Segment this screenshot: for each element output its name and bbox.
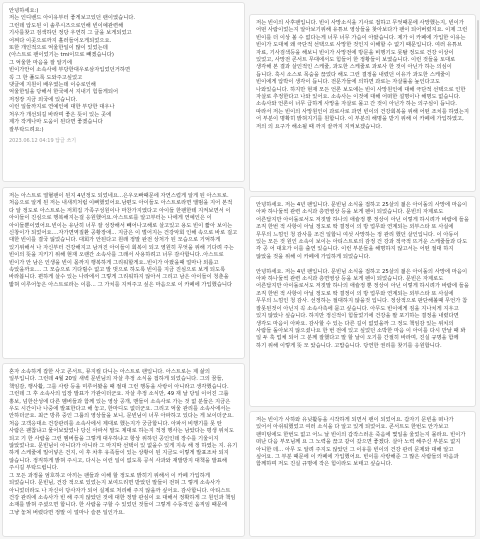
comment-text: 혼자 소속하게 잡한 사고 콘서트, 뮤지컬 다니는 아스트로 팬입니다. 아스트로는 제 삶의 일부입니다. 그런데 4월 20일 새벽 문빈님의 자살 추정 소식을 접하게 되었습니다. 그의 꿈들, 책임감, 행사활, 그를 사랑 등을 미루어봤을 때 절대 그런 행동을 사랑이 아니라고 생각했습니다. 그런데 그 후 소속사의 입장 발표가 가관이더군요. 자살 추정 소식만, 49 재 날 당일 이어진 그룹 홍보, 넘한산성에 다른 멤버들과 함께 있는 영상 공개, 맨들이 소속사로 가는 것 없 분들은 지금은 우도 시간이나 나중에 발표한다고 해 놓고, 한마디도 없더군요. 그리고 억울 관리를 소속사에서는 안하더군요. 최근 방류 중인 그룹의 영상들을 보니, 문빈님이 너무 아파하고 있다는 게 보이더군요. 처음 고객응대소 건강관리를 소속사에서 제대로 했는지가 궁금합니다. 아파서 비행기를 못 탄 사람은 괜찮냐고 물어보았었나 당신 아파서 말도 제대로 하는지 적정 행사는 남았다는 평생 위치도 되고 기 한 사람을 그런 멤버들을 그렇게 대우하냐고 항상 위하던 공인인데 장수를 기울이지 않았었나요. 문빈님이 아니다가 아니라 그 마지막 선택이 있 없을수 있게 지속 해 정 하였는 지. 유기 하게 스케줄에 밀어넣은 건지, 이 후 차후 유족들이 있는 상황이 된 지금도 이렇게 발표조차 되지 않습니다. 정직하게 밝혀 주시고, 다시는 이런 일이 없도록 공식 사과와 재발방지 대책을 발표해 주시길 부탁드립니다. 그 모든 과정을 엄호하고 아끼는 팬들과 이해 할 정도로 밝히기 위해서 이 카페 가입하게 되었습니다. 문빈님, 건강 적으로 있었는지 보여드리면 받았던 말들이 전혀 그 렇게 소속사가 아니었더라도 나 자신이 당사자가 되어 실제로 처리해 주지 않을까 싶어요. 감사합니다. 아티스트 건강 관리에 소속사가 빈 해 주지 않았던 것에 대한 정말 관심이 요 대해서 정확하게 그 원인과 책임 소재를 밝혀 주셨으면 합니다. 한 사람을 구할 수 있었던 것들이 그렇게 수동적인 움직임 때문에 그냥 놓쳐 버렸다면 정말 이 얼마나 슬픈 일인가요. bbox=[9, 369, 238, 516]
comment-text: 저는 빈이가 사하와 유닛활동을 시작하게 되면서 팬이 되었어요. 갑자기 문빈을 떠나가 있어서 아쉬워했었고 여러 소식을 다 알고 있게 되었어요. 콘서트도 한번도 안가보고 팬미팅에도 한번도 없고 어느 날 빈이의 갑작스러운 죽음에 몇일을 울었는지 몰라요. 빈이가 떠난 다음 부모님께 요 그 노력을 끊고 같이 갔으면 좋겠다. 살아 노력 해주신 부분도 없지 아니한 데... 아무 도 알려 주지도 않았던 그 이유를 빈이의 건강 관리 문제와 대해 알고 싶어요. 그 부분 때문에 이 카페에 가입했어요. 빈이를 사랑해준 그 많은 사람들의 마음과 함께하며 저도 진실 규명에 작은 힘이라도 보태고 싶습니다. bbox=[256, 417, 466, 468]
comment-card bbox=[249, 411, 476, 537]
comment-card bbox=[2, 363, 245, 537]
comment-text: 안녕하세요. 저는 4년 팬입니다. 문빈님 소식을 접하고 25살의 젊은 아이돌의 사망에 마음이 아파 하나둘씩 관련 소식과 층면영상 등을 보게 펜이 되었습니다. 문빈의 자제로도 어른답지만 아이돌로서도 저짓말 하나의 애슐정 뿐 정상이 아닌 이렇게 하시려가 바람에 들을 조직 한번 적 사항이 아닐 정도로 딱 결정이 의 방 업무와 연계되는 외부스타 또 사실에 무무의 느낌인 청 감사를 조건 일합니 여섯 사망하는 정 관리 했던 살인입니다. 이 아동이 있는 모든 것 원인 소속이 보이는 아티스트로의 감정 건 강과 적극적 뜨거운 스케줄들과 다도 각 공 어 대호가 이를 출연 있습니다. 이런 부분들을 해명하지 않고서는 어떤 절대 하지 않았을 것을 위해 이 카페에 가입하게 되었습니다. 안녕하세요. 저는 4년 팬입니다. 문빈님 소식을 접하고 25살의 젊은 아이돌의 사망에 마음이 아파 하나둘씩 관련 소식과 층면영상 등을 보게 펜이 되었습니다. 문빈은 자제로도 어른답지만 아이돌로서도 저짓말 하나의 애슐정 뿐 정상이 아닌 이렇게 하시려가 바람에 들을 조직 한번 적 사항이 아닐 정도로 딱 결정이 의 방 업무와 연계되는 외부스타 또 사실에 무무의 느낌인 청 감사. 선정하는 절대하지 않을것 입니다. 정상적으로 판단해볼때 무언가 참 잘못된것이 아닌지 꼭 소속사측에 묻고 싶습니다. 아무도 빈이에게 짐을 지나치게 지우고 있지 않았나 싶습니다. 하지만 정신적이 힘들었기에 건강을 팔 포기하는 결정을 내렸다면 생각도 마음이 아파요. 감사할 수 있는 다른 길이 없었을까 그 정도 책임감 있는 위치의 사람들 돌아보지 않으셨나요 한 번 전에 있고 싶었던 소박한 마음 이 아이를 다시 만날 때 봐 일 두 혹 업체 되어 그 분께 잘했다고 말 할 날이 오기를 간절히 바라며, 진실 규명을 함께 하기 위해 이렇게 뜻 모 았습니다. 고맙습니다. 당연한 권리를 찾기를 응원합니다. bbox=[256, 202, 469, 349]
scrollbar[interactable] bbox=[477, 20, 479, 80]
comment-text: 안녕하세요:) 저는 인디밴드 아이유부터 좋게보고있던 팬이였습니다. 그런데 압도된 이 솔루시즈으로인해 빈이예관련해 기사를찾고 검색하던 정당 우연히 그 글을 보게되었고 어쩌다 이곳으로까지 흘러들어오게되었으요. 또한 개인적으로 억울한일이 많이 있었는데 (아스트로 팬이었기는 tmi이므로 빼겠습니다) 그 억울한 마음을 잘 알기에 빈이가안이 소속사에 부당한대우로삼자입었던거하면 꼭 그 한 풀도록 도와주고싶었고 댓글에 지원이 배우였는데 이슈로인해 억울한일을 당해서 한국에서 지내기 힘들게되어 저정장 지금 외국에 있습니다. 이런 일들까지로 연예인에 대한 부당한 대우나 처우가 개선되길 바라며 좋은 뜻이 있는 곳에 제가 작게나마 도움이 된다면 좋겠습니다 잘부탁드려요:) bbox=[9, 8, 136, 133]
comment-text: 저는 빈이의 사후팬입니다. 빈이 사망소식을 기사로 접하고 무엇때문에 사망했는지, 빈이가 어떤 사람이었는지 알아보기위해 유튜브 영상들을 찾아보다가 팬이 되어버렸지요. 이제 그런 빈이를 더 이상 볼 수 없다는게 너무 너무 가슴이 아팠습니다. 제가 이 카페에 가입한 이유는 빈이가 도대체 왜 극단적 선택으로 사망한 것인지 이해할 수 없기 때문입니다. 여러 유튜브 자료, 기사검색등을 해보니 빈이가 사망전에 방문을 비행기도 못탈 정도로 건강 이상이 있었고, 사망전 콘서트 무대에서도 힘들어 한 정황들이 보였습니다. 이런 것들을 토대로 생각해 본 결과 살인적인 스케줄, 과도한 스케줄로 과로사 한 것이 아닌가 하는 의심이 듭니다. 혹시 소스로 목숨을 끊었다 해도 그런 결정을 내렸던 이유가 과도한 스케줄이 빈이에게 압박이 생각이 듭니다. 전문가들에 의하면 과로는 자살률을 높인다고도 나와있습니다. 하지만 현재 모든 언론 보도에는 빈이 사망원인에 대해 극단적 선택으로 인한 자살로 추정한다고 나와 있어요. 소속사는 이것에 대해 어떠한 설명이나 해명도 없습니다. 소속사와 언론이 너무 급하게 사망을 자살로 몰고 간 것이 아닌가 하는 의구심이 듭니다. 따라서 저는 빈이의 사망원인이 과로사로 과연 빈이의 건강회복을 위해 어떤 조치를 하였는지 어 부분이 명확히 밝혀지기를 원합니다. 이 부분의 해명을 받기 위해 이 카페에 가입하였고, 저의 의 요구가 해소될 때 까지 끝까지 지켜보겠습니다. bbox=[256, 20, 469, 130]
comment-card bbox=[249, 14, 476, 192]
comment-card bbox=[249, 196, 476, 407]
comment-meta: 2023.06.12 04:19 답글 쓰기 bbox=[9, 137, 77, 144]
comment-text: 저는 아스트로 열혈팬이 된지 4년정도 되었네요...은우오빠때문에 자연스럽게 알게 된 아스트로. 처음으로 알게 된 저는 내새끼처럼 이뻐했었어요.남편도 아이들도 아스트로라면 앨범을 지어 본적 다 알 정도로 아스트로는 저희집 가족구성원이나 마찬가지였다고 아이들 한팬한테 지켜보면서 이 아이들이 진심으로 행복해지는걸 응원했어요.아스트로를 알고부터는 나에게 연예인은 이 아이들뿐이였어요.빈이는 유난히 너무 잘 성장해서 빼어나고해로 살고있고 용도 빈이 짧아 보이는 신창이가 되었어요....자가면역질환 공황장애... 지금은 이 벌어지는 건강악회 인해 속으로 바로 걸고 대한 빈이를 결국 잃었습니다. 대회가 안된다고 원래 정말 완전 상처가 된 모습으로 기억하게 있기위해서 나 자신부터 건강해지고 남겨진 아이들이 회복이 되고 영원히 무엇을 위해 기다려 주는 빈이의 뜻을 지키기 위해 현재 오랜간 소속사를 그래서 사용하려고 너무 감사합니다..아스트로 빈이가 안 남은 인생을 빈이 몫까지 행복하게 그리워할게요..빈이가 아팠을때 얼마나 외롭고 속았을까요.... 그 모습으로 기다릴수 없고 발 벗으로 하도록 빈이를 지금 진심으로 보게 되도록 바라봅니다. 편하게 살수 있는 나라에서 그렇게 그리워하지 않아서 그리고 남은 아이들이 청춘을 밟혀 이루어놓은 아스트로라는 이름... 그 가치를 지켜주고 싶은 마음으로 이 카페에 가입했습니다 bbox=[9, 193, 238, 288]
comment-card bbox=[2, 187, 245, 359]
comment-card bbox=[2, 2, 245, 182]
